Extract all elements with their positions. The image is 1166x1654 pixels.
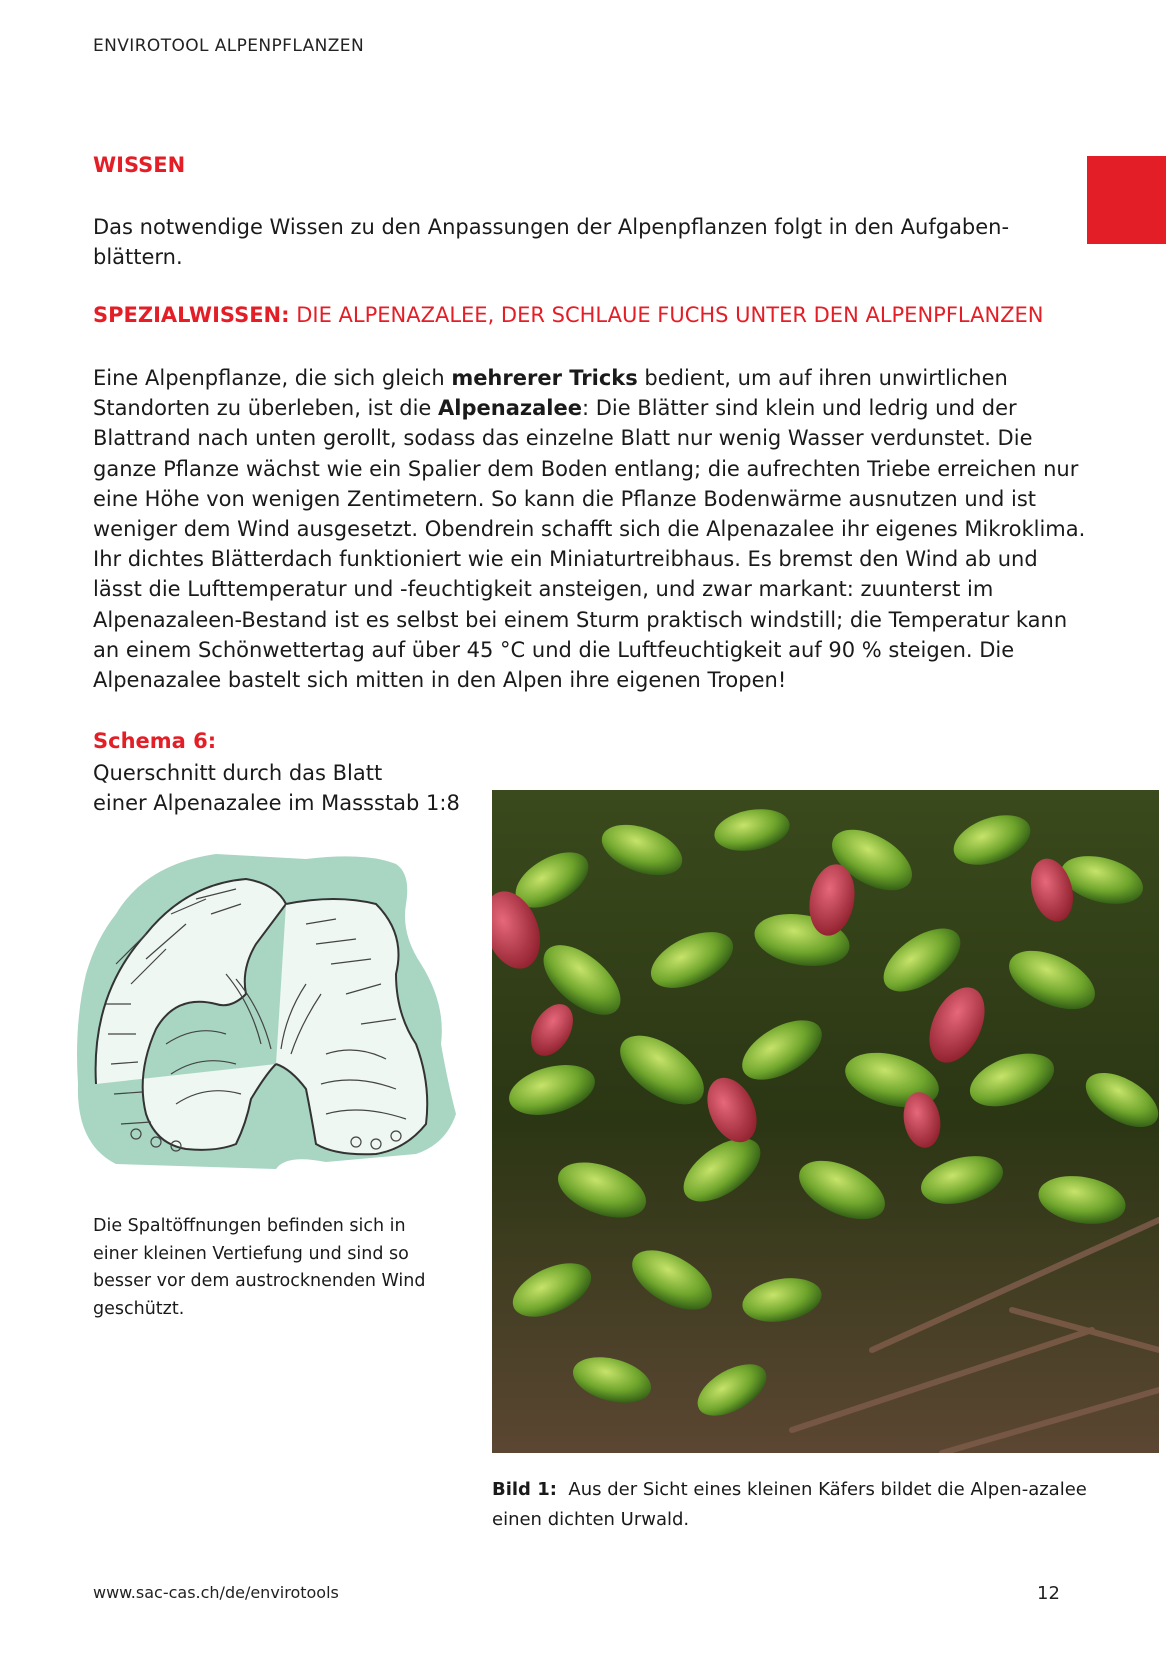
photo-caption-text: Aus der Sicht eines kleinen Käfers bildet die Alpen-azalee einen dichten Urwald.: [492, 1479, 1087, 1530]
photo-caption-label: Bild 1:: [492, 1479, 557, 1500]
schema-label: Schema 6:: [93, 729, 217, 753]
schema-caption: [93, 758, 473, 818]
schema-caption-line-2: einer Alpenazalee im Massstab 1:8: [93, 791, 460, 815]
body-bold-2: Alpenazalee: [438, 396, 582, 421]
schema-caption-line-1: Querschnitt durch das Blatt: [93, 761, 383, 785]
leaf-cross-section-diagram: [76, 844, 462, 1174]
special-heading-prefix: SPEZIALWISSEN:: [93, 303, 290, 327]
alpine-azalea-photo: [492, 790, 1159, 1453]
diagram-note: Die Spaltöffnungen befinden sich in einer kleinen Vertiefung und sind so besser vor dem austrocknenden Wind geschützt.: [93, 1216, 426, 1319]
photo-caption: [492, 1475, 1092, 1535]
chapter-tab-marker: [1087, 156, 1166, 244]
intro-paragraph: Das notwendige Wissen zu den Anpassungen der Alpenpflanzen folgt in den Aufgaben-blättern.: [93, 215, 1010, 269]
special-heading: [93, 303, 1093, 327]
footer-url[interactable]: www.sac-cas.ch/de/envirotools: [93, 1583, 339, 1602]
section-heading: WISSEN: [93, 153, 186, 177]
running-header: ENVIROTOOL ALPENPFLANZEN: [93, 36, 365, 56]
body-text-2: bedient, um auf ihren unwirtlichen Standorten zu überleben, ist die: [93, 366, 1008, 421]
page-number: 12: [1037, 1583, 1060, 1604]
special-heading-title: DIE ALPENAZALEE, DER SCHLAUE FUCHS UNTER DEN ALPENPFLANZEN: [296, 303, 1044, 327]
body-text-3: : Die Blätter sind klein und ledrig und der Blattrand nach unten gerollt, sodass das einzelne Blatt nur wenig Wasser verdunstet. Die ganze Pflanze wächst wie ein Spalier dem Boden entlang; die aufrechten Triebe erreichen nur eine Höhe von wenigen Zentimetern. So kann die Pflanze Bodenwärme ausnutzen und ist weniger dem Wind ausgesetzt. Obendrein schafft sich die Alpenazalee ihr eigenes Mikroklima. Ihr dichtes Blätterdach funktioniert wie ein Miniaturtreibhaus. Es bremst den Wind ab und lässt die Lufttemperatur und -feuchtigkeit ansteigen, und zwar markant: zuunterst im Alpenazaleen-Bestand ist es selbst bei einem Sturm praktisch windstill; die Temperatur kann an einem Schönwettertag auf über 45 °C und die Luftfeuchtigkeit auf 90 % steigen. Die Alpenazalee bastelt sich mitten in den Alpen ihre eigenen Tropen!: [93, 396, 1086, 693]
body-paragraph: [93, 363, 1093, 695]
body-bold-1: mehrerer Tricks: [451, 366, 638, 390]
body-text-1: Eine Alpenpflanze, die sich gleich: [93, 366, 452, 390]
